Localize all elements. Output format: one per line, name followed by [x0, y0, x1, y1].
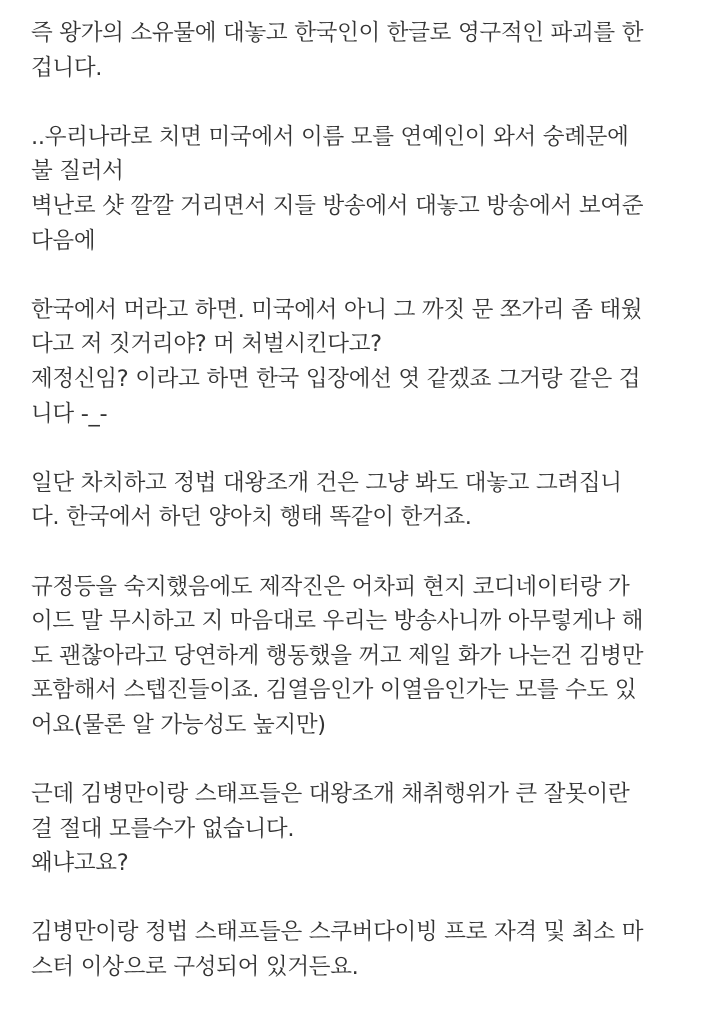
text-line: 즉 왕가의 소유물에 대놓고 한국인이 한글로 영구적인 파괴를 한 [31, 20, 644, 46]
paragraph-gap [31, 258, 693, 293]
text-line: ..우리나라로 치면 미국에서 이름 모를 연예인이 와서 숭례문에 [31, 123, 629, 150]
text-line: 이드 말 무시하고 지 마음대로 우리는 방송사니까 아무렇게나 해 [31, 608, 644, 635]
text-line: 포함해서 스텝진들이죠. 김열음인가 이열음인가는 모를 수도 있 [31, 677, 637, 704]
text-line: 다고 저 짓거리야? 머 처벌시킨다고? [31, 331, 382, 358]
text-line: 니다 -_- [31, 400, 108, 427]
text-line: 일단 차치하고 정법 대왕조개 건은 그냥 봐도 대놓고 그려집니 [31, 469, 622, 496]
text-line: 겁니다. [31, 54, 103, 81]
article-body [31, 16, 693, 985]
paragraph-gap [31, 431, 693, 466]
paragraph-gap [31, 85, 693, 120]
text-line: 다. 한국에서 하던 양아치 행태 똑같이 한거죠. [31, 504, 472, 531]
text-line: 왜냐고요? [31, 850, 129, 877]
text-line: 스터 이상으로 구성되어 있거든요. [31, 954, 359, 981]
text-line: 도 괜찮아라고 당연하게 행동했을 꺼고 제일 화가 나는건 김병만 [31, 642, 644, 669]
paragraph-gap [31, 535, 693, 570]
text-line: 김병만이랑 정법 스태프들은 스쿠버다이빙 프로 자격 및 최소 마 [31, 919, 644, 946]
text-line: 규정등을 숙지했음에도 제작진은 어차피 현지 코디네이터랑 가 [31, 573, 630, 600]
text-line: 불 질러서 [31, 158, 124, 185]
text-line: 한국에서 머라고 하면. 미국에서 아니 그 까짓 문 쪼가리 좀 태웠 [31, 296, 643, 323]
text-line: 근데 김병만이랑 스태프들은 대왕조개 채취행위가 큰 잘못이란 [31, 781, 630, 808]
text-line: 어요(물론 알 가능성도 높지만) [31, 711, 326, 738]
paragraph-gap [31, 881, 693, 916]
text-line: 벽난로 샷 깔깔 거리면서 지들 방송에서 대놓고 방송에서 보여준 [31, 192, 644, 219]
text-line: 걸 절대 모를수가 없습니다. [31, 815, 295, 842]
text-line: 제정신임? 이라고 하면 한국 입장에선 엿 같겠죠 그거랑 같은 겁 [31, 365, 641, 392]
paragraph-gap [31, 742, 693, 777]
text-line: 다음에 [31, 227, 96, 254]
